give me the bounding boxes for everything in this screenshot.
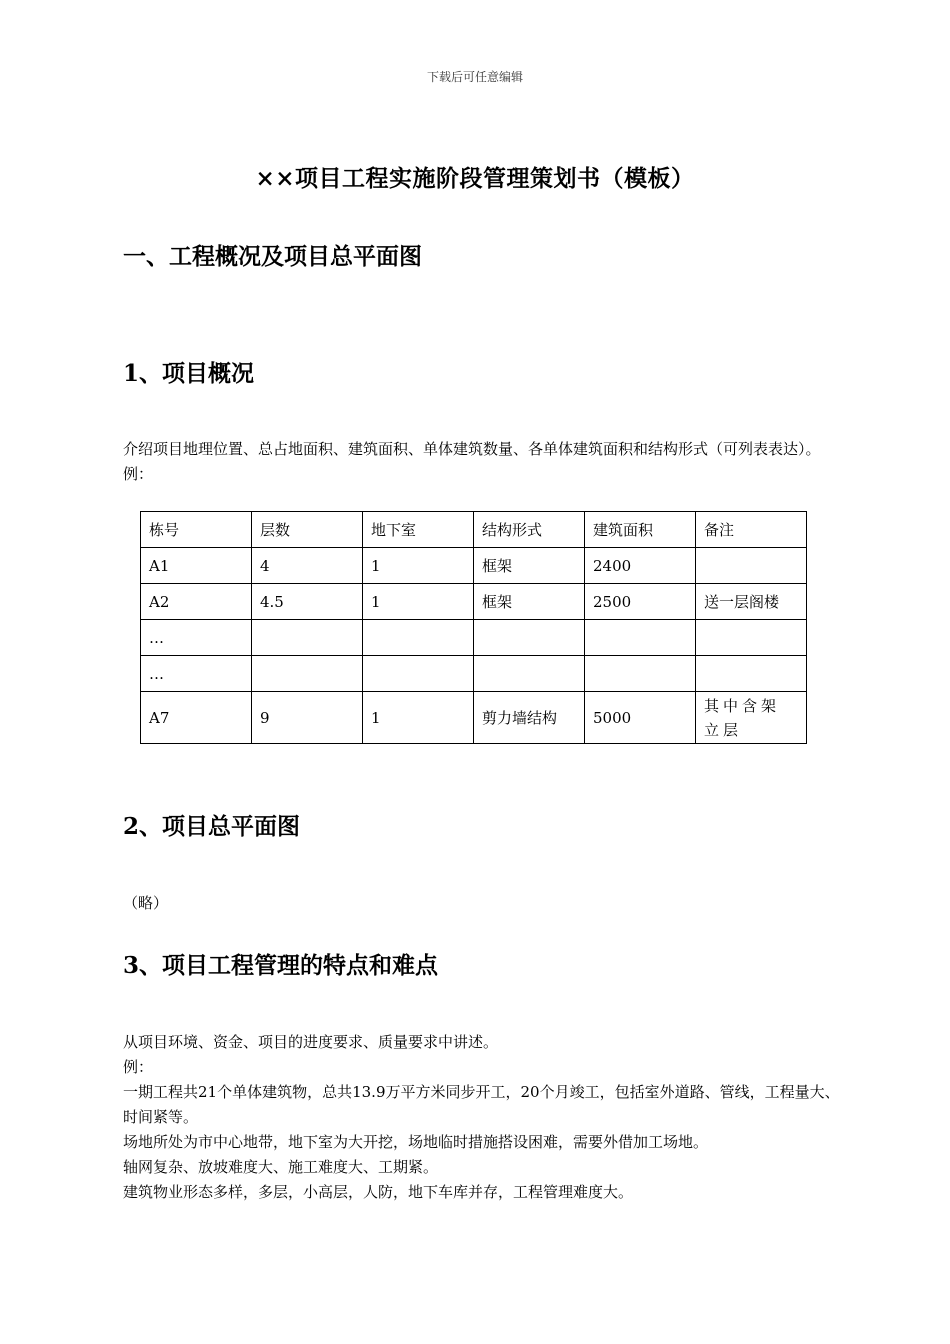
- site-plan-omitted: （略）: [123, 894, 169, 912]
- table-cell: 1: [363, 584, 474, 620]
- table-cell: [585, 620, 696, 656]
- table-cell: [474, 620, 585, 656]
- subsection-heading-project-overview: 1、项目概况: [123, 360, 255, 387]
- table-header-cell: 结构形式: [474, 512, 585, 548]
- table-cell: 1: [363, 692, 474, 744]
- section-heading-overview: 一、工程概况及项目总平面图: [123, 243, 422, 270]
- table-cell: 其中含架立层: [696, 692, 807, 744]
- project-overview-intro: 介绍项目地理位置、总占地面积、建筑面积、单体建筑数量、各单体建筑面积和结构形式（可列表表达）。: [123, 440, 821, 458]
- difficulties-text: [123, 1030, 843, 1205]
- building-table: [140, 511, 807, 744]
- difficulty-point: 轴网复杂、放坡难度大、施工难度大、工期紧。: [123, 1158, 439, 1176]
- project-overview-example-label: 例：: [123, 465, 154, 483]
- table-cell: [696, 548, 807, 584]
- table-cell: [252, 620, 363, 656]
- subsection-heading-site-plan: 2、项目总平面图: [123, 813, 301, 840]
- table-cell: [696, 620, 807, 656]
- table-cell: 框架: [474, 584, 585, 620]
- table-cell: [252, 656, 363, 692]
- table-row: [141, 584, 807, 620]
- table-cell: …: [141, 620, 252, 656]
- difficulties-intro: 从项目环境、资金、项目的进度要求、质量要求中讲述。: [123, 1033, 499, 1051]
- difficulty-point: 建筑物业形态多样，多层，小高层，人防，地下车库并存，工程管理难度大。: [123, 1183, 634, 1201]
- table-cell: …: [141, 656, 252, 692]
- table-cell: 框架: [474, 548, 585, 584]
- table-cell: 2500: [585, 584, 696, 620]
- table-row: [141, 548, 807, 584]
- table-cell: A1: [141, 548, 252, 584]
- table-header-cell: 地下室: [363, 512, 474, 548]
- table-cell: A2: [141, 584, 252, 620]
- difficulties-example-label: 例：: [123, 1058, 154, 1076]
- table-row: [141, 692, 807, 744]
- table-cell: [585, 656, 696, 692]
- table-cell: 5000: [585, 692, 696, 744]
- table-row: [141, 656, 807, 692]
- table-cell: 1: [363, 548, 474, 584]
- table-header-cell: 备注: [696, 512, 807, 548]
- site-plan-text: [123, 891, 833, 916]
- table-cell: A7: [141, 692, 252, 744]
- table-cell: [363, 620, 474, 656]
- subsection-heading-difficulties: 3、项目工程管理的特点和难点: [123, 952, 439, 979]
- table-cell: 4: [252, 548, 363, 584]
- table-header-cell: 栋号: [141, 512, 252, 548]
- page-header: 下载后可任意编辑: [426, 70, 523, 84]
- project-overview-text: [123, 437, 833, 487]
- table-cell: [363, 656, 474, 692]
- difficulty-point: 场地所处为市中心地带，地下室为大开挖，场地临时措施搭设困难，需要外借加工场地。: [123, 1133, 709, 1151]
- table-cell: 送一层阁楼: [696, 584, 807, 620]
- table-cell: 4.5: [252, 584, 363, 620]
- table-header-row: [141, 512, 807, 548]
- document-title: ××项目工程实施阶段管理策划书（模板）: [255, 165, 695, 192]
- table-cell: 剪力墙结构: [474, 692, 585, 744]
- table-header-cell: 建筑面积: [585, 512, 696, 548]
- table-cell: 9: [252, 692, 363, 744]
- table-row: [141, 620, 807, 656]
- table-header-cell: 层数: [252, 512, 363, 548]
- table-cell: 2400: [585, 548, 696, 584]
- table-cell: [474, 656, 585, 692]
- table-cell: [696, 656, 807, 692]
- difficulty-point: 一期工程共21个单体建筑物，总共13.9万平方米同步开工，20个月竣工，包括室外道路、管线，工程量大、时间紧等。: [123, 1083, 840, 1126]
